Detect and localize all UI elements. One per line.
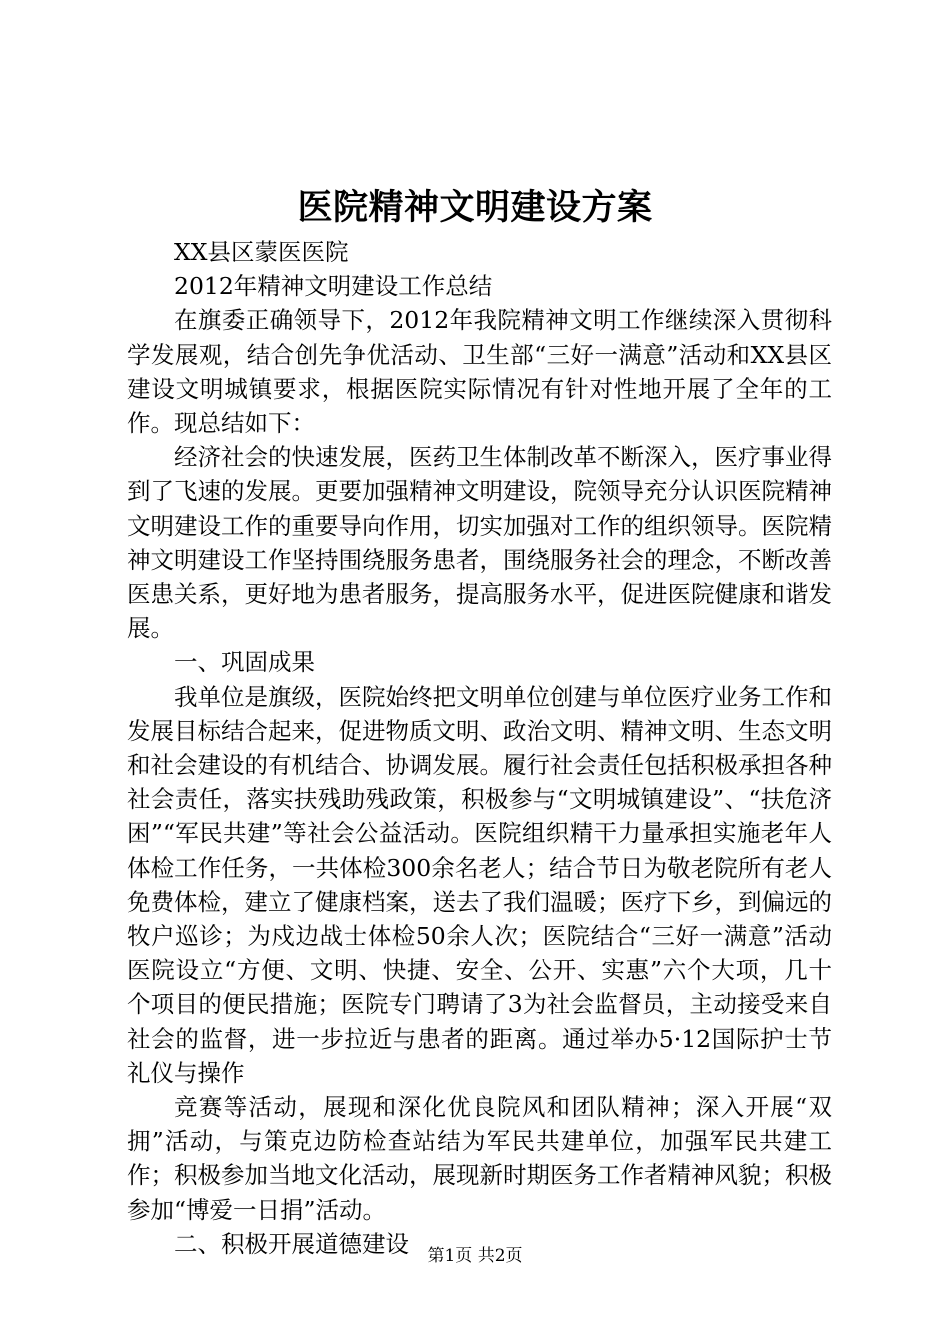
paragraph-intro: 在旗委正确领导下，2012年我院精神文明工作继续深入贯彻科学发展观，结合创先争优活动、卫生部“三好一满意”活动和XX县区建设文明城镇要求，根据医院实际情况有针对性地开展了全年的工作。现总结如下： xyxy=(127,306,832,438)
paragraph-background: 经济社会的快速发展，医药卫生体制改革不断深入，医疗事业得到了飞速的发展。更要加强精神文明建设，院领导充分认识医院精神文明建设工作的重要导向作用，切实加强对工作的组织领导。医院精神文明建设工作坚持围绕服务患者，围绕服务社会的理念，不断改善医患关系，更好地为患者服务，提高服务水平，促进医院健康和谐发展。 xyxy=(127,443,832,643)
paragraph-report-title: 2012年精神文明建设工作总结 xyxy=(174,272,493,301)
page-footer: 第1页 共2页 xyxy=(427,1246,523,1266)
document-body xyxy=(127,235,832,1261)
section-heading-1: 一、巩固成果 xyxy=(174,648,315,677)
paragraph-activities: 竞赛等活动，展现和深化优良院风和团队精神；深入开展“双拥”活动，与策克边防检查站结为军民共建单位，加强军民共建工作；积极参加当地文化活动，展现新时期医务工作者精神风貌；积极参加“博爱一日捐”活动。 xyxy=(127,1093,832,1224)
document-title: 医院精神文明建设方案 xyxy=(297,187,653,228)
paragraph-hospital-name: XX县区蒙医医院 xyxy=(174,238,349,266)
section-heading-2: 二、积极开展道德建设 xyxy=(174,1229,409,1258)
paragraph-achievements: 我单位是旗级，医院始终把文明单位创建与单位医疗业务工作和发展目标结合起来，促进物质文明、政治文明、精神文明、生态文明和社会建设的有机结合、协调发展。履行社会责任包括积极承担各种社会责任，落实扶残助残政策，积极参与“文明城镇建设”、“扶危济困”“军民共建”等社会公益活动。医院组织精干力量承担实施老年人体检工作任务，一共体检300余名老人；结合节日为敬老院所有老人免费体检，建立了健康档案，送去了我们温暖；医疗下乡，到偏远的牧户巡诊；为戍边战士体检50余人次；医院结合“三好一满意”活动医院设立“方便、文明、快捷、安全、公开、实惠”六个大项，几十个项目的便民措施；医院专门聘请了3为社会监督员，主动接受来自社会的监督，进一步拉近与患者的距离。通过举办5·12国际护士节礼仪与操作 xyxy=(127,682,832,1087)
